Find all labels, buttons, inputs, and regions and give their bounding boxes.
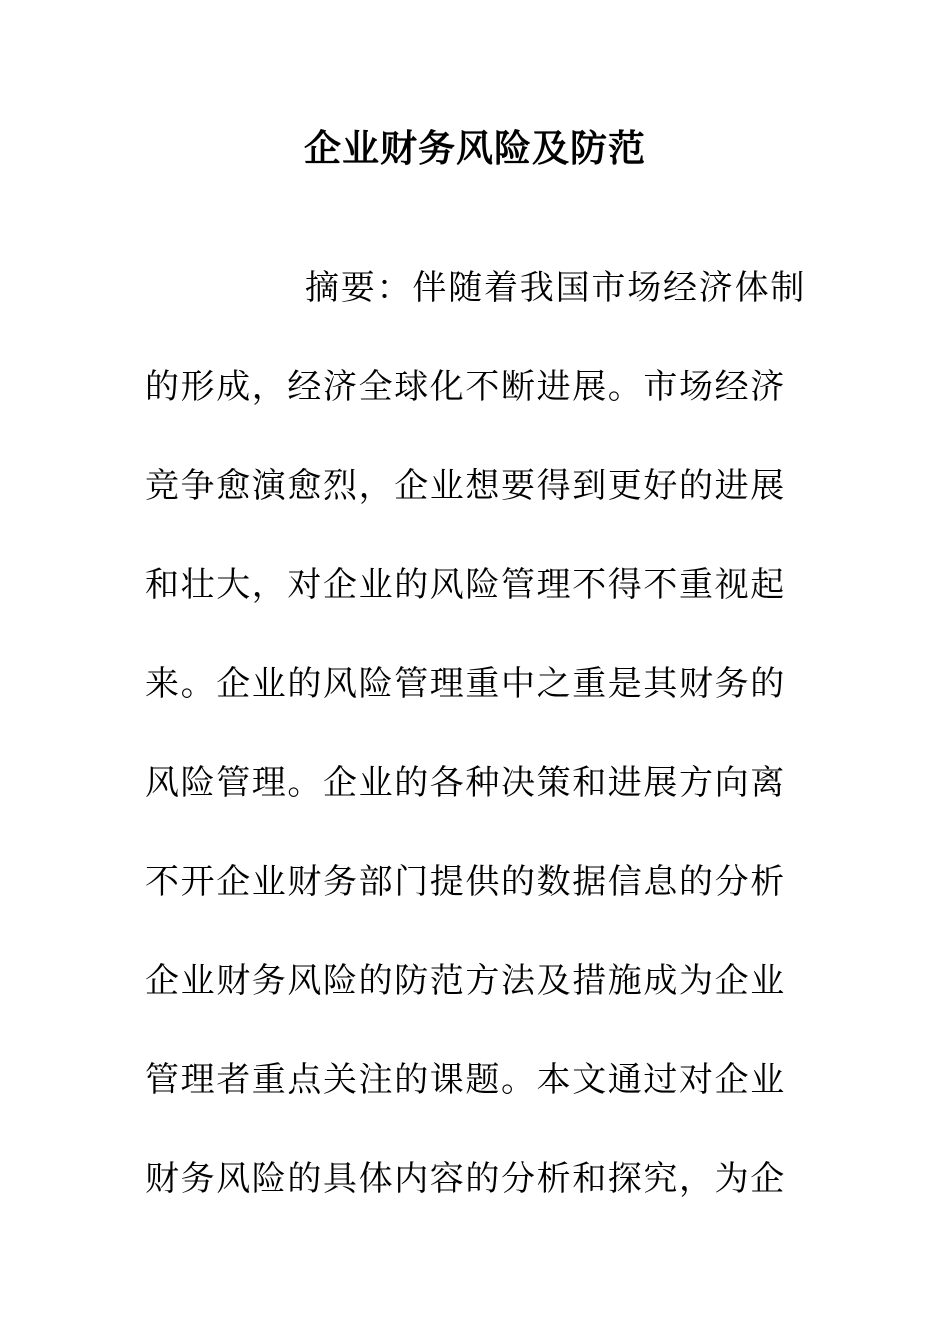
text-line: 来。企业的风险管理重中之重是其财务的 (145, 664, 786, 704)
document-title: 企业财务风险及防范 (304, 126, 646, 170)
abstract-paragraph (145, 260, 807, 1250)
text-line: 企业财务风险的防范方法及措施成为企业 (145, 961, 786, 1001)
text-line: 的形成，经济全球化不断进展。市场经济 (145, 367, 786, 407)
text-line: 和壮大，对企业的风险管理不得不重视起 (145, 565, 786, 605)
text-line: 风险管理。企业的各种决策和进展方向离 (145, 763, 786, 803)
text-line: 不开企业财务部门提供的数据信息的分析 (145, 862, 786, 902)
text-line: 竞争愈演愈烈，企业想要得到更好的进展 (145, 466, 786, 506)
text-line: 财务风险的具体内容的分析和探究，为企 (145, 1159, 786, 1199)
text-line: 管理者重点关注的课题。本文通过对企业 (145, 1060, 786, 1100)
text-line: 摘要：伴随着我国市场经济体制 (305, 268, 807, 308)
